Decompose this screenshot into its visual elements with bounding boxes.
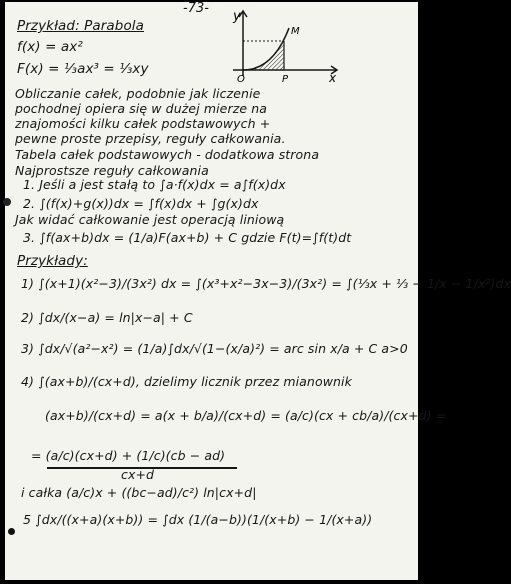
- heading-example: Przykład: Parabola: [17, 18, 145, 34]
- hatched-area: [243, 41, 284, 70]
- graph-label-m: M: [291, 26, 300, 37]
- punch-hole: [8, 528, 15, 535]
- example-2: 2) ∫dx/(x−a) = ln|x−a| + C: [21, 310, 193, 325]
- graph-label-y: y: [233, 9, 241, 24]
- text-line: pochodnej opiera się w dużej mierze na: [15, 101, 268, 116]
- text-line: Obliczanie całek, podobnie jak liczenie: [15, 86, 261, 101]
- rule-3: 3. ∫f(ax+b)dx = (1/a)F(ax+b) + C gdzie F(t)=∫f(t)dt: [23, 230, 352, 245]
- text-line: znajomości kilku całek podstawowych +: [15, 116, 271, 131]
- page-number: -73-: [183, 1, 209, 16]
- text-line: pewne proste przepisy, reguły całkowania.: [15, 131, 286, 146]
- graph-label-p: P: [282, 74, 289, 85]
- text-line: Tabela całek podstawowych - dodatkowa strona: [15, 147, 320, 162]
- parabola-graph: [229, 6, 349, 84]
- text-line: Najprostsze reguły całkowania: [15, 163, 209, 178]
- example-1: 1) ∫(x+1)(x²−3)/(3x²) dx = ∫(x³+x²−3x−3)/(3x²) = ∫(⅓x + ⅓ − 1/x − 1/x²)dx: [21, 276, 511, 291]
- graph-label-x: x: [329, 71, 337, 85]
- formula-F: F(x) = ⅓ax³ = ⅓xy: [17, 61, 149, 77]
- example-3: 3) ∫dx/√(a²−x²) = (1/a)∫dx/√(1−(x/a)²) = arc sin x/a + C a>0: [21, 341, 408, 356]
- rule-1: 1. Jeśli a jest stałą to ∫a·f(x)dx = a∫f(x)dx: [23, 177, 286, 192]
- graph-label-origin: O: [237, 74, 245, 85]
- example-5: 5 ∫dx/((x+a)(x+b)) = ∫dx (1/(a−b))(1/(x+b) − 1/(x+a)): [23, 512, 373, 527]
- result-line: i całka (a/c)x + ((bc−ad)/c²) ln|cx+d|: [21, 485, 257, 500]
- text-line: Jak widać całkowanie jest operacją liniową: [15, 212, 285, 227]
- derivation-line: cx+d: [121, 467, 155, 482]
- heading-examples: Przykłady:: [17, 253, 88, 269]
- example-4: 4) ∫(ax+b)/(cx+d), dzielimy licznik przez mianownik: [21, 374, 352, 389]
- formula-f: f(x) = ax²: [17, 39, 83, 55]
- derivation-line: = (a/c)(cx+d) + (1/c)(cb − ad): [31, 448, 226, 463]
- notebook-page: [5, 1, 511, 580]
- derivation-line: (ax+b)/(cx+d) = a(x + b/a)/(cx+d) = (a/c)(cx + cb/a)/(cx+d) =: [45, 408, 447, 423]
- punch-hole: [3, 198, 11, 206]
- rule-2: 2. ∫(f(x)+g(x))dx = ∫f(x)dx + ∫g(x)dx: [23, 196, 259, 211]
